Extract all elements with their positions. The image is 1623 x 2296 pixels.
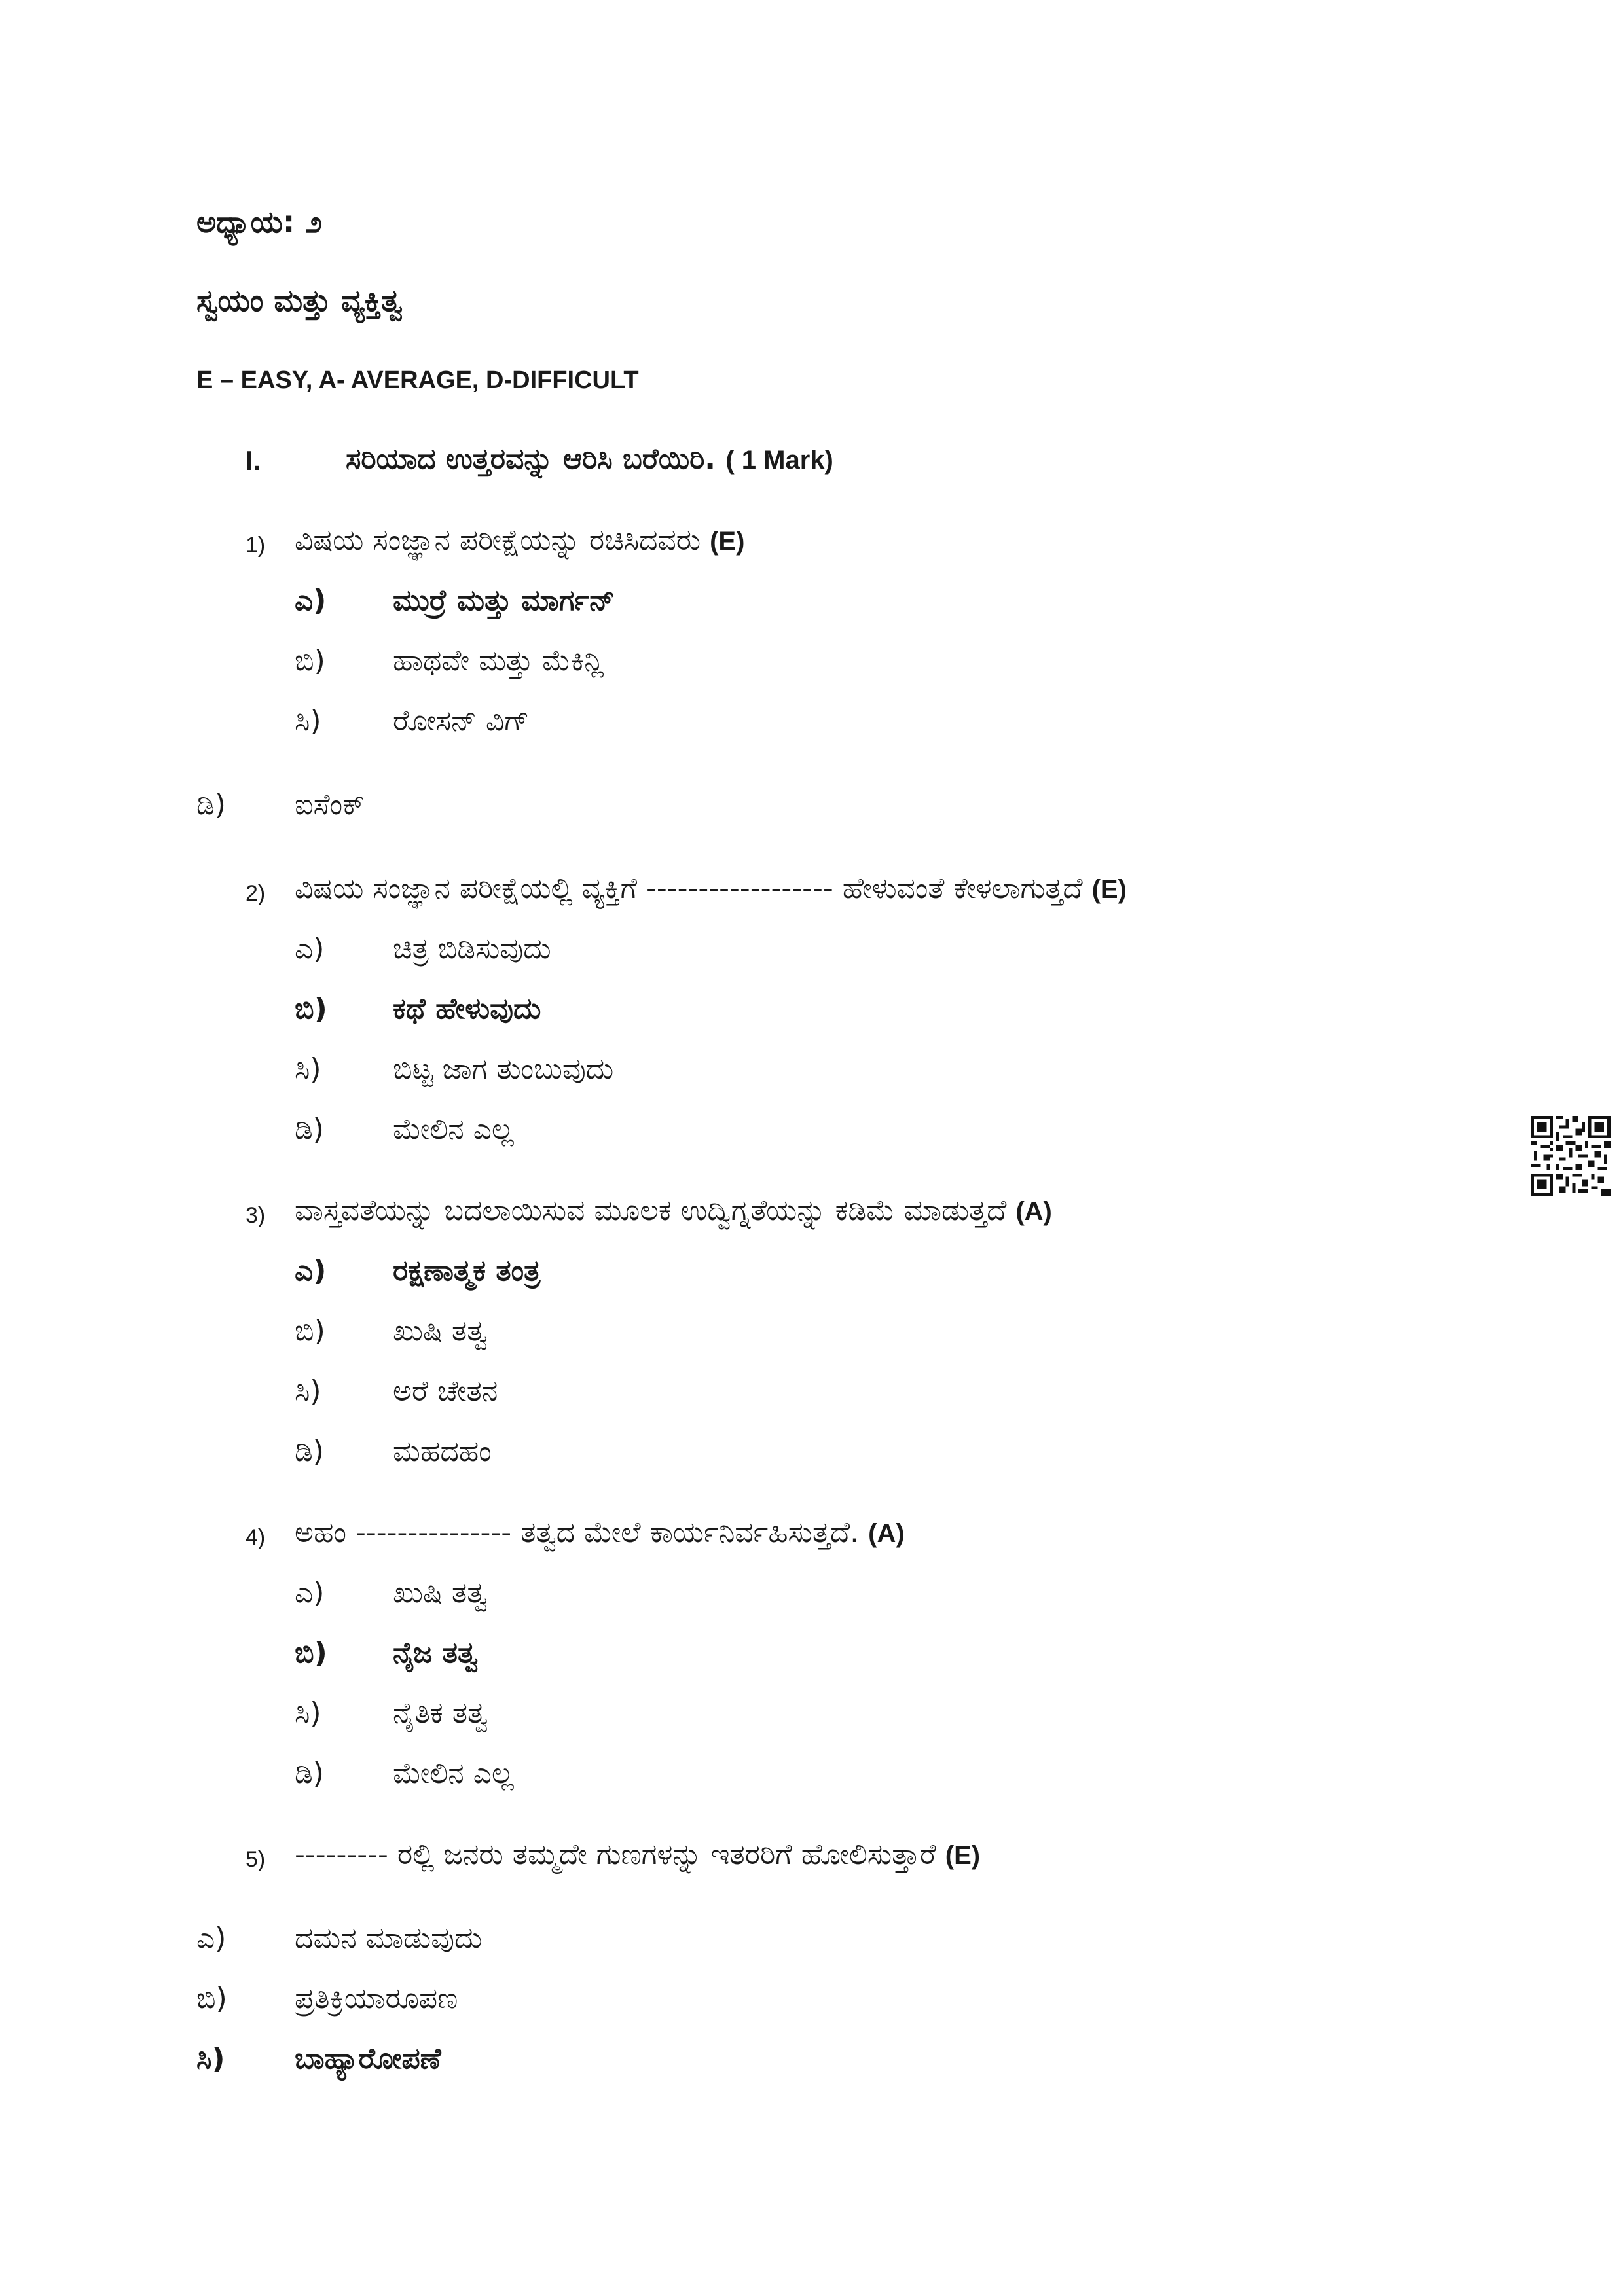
question-stem: ವಿಷಯ ಸಂಜ್ಞಾನ ಪರೀಕ್ಷೆಯಲ್ಲಿ ವ್ಯಕ್ತಿಗೆ ------------------ ಹೇಳುವಂತೆ ಕೇಳಲಾಗುತ್ತದೆ — [295, 872, 1083, 905]
question-text — [295, 524, 744, 557]
option-text-correct: ರಕ್ಷಣಾತ್ಮಕ ತಂತ್ರ — [393, 1254, 541, 1287]
question-number: 3) — [246, 1203, 266, 1228]
option-text: ಪ್ರತಿಕ್ರಿಯಾರೂಪಣ — [295, 1982, 458, 2015]
option-text-correct: ಬಾಹ್ಯಾರೋಪಣೆ — [295, 2042, 441, 2075]
question-number: 1) — [246, 533, 266, 558]
option-text: ಚಿತ್ರ ಬಿಡಿಸುವುದು — [393, 932, 551, 965]
section-number: I. — [246, 445, 261, 476]
option-text: ಹಾಥವೇ ಮತ್ತು ಮೆಕಿನ್ಲಿ — [393, 644, 604, 677]
difficulty-level: (E) — [1091, 875, 1127, 904]
option-label: ಸಿ) — [196, 2042, 225, 2075]
difficulty-level: (A) — [868, 1519, 905, 1548]
option-text: ನೈತಿಕ ತತ್ವ — [393, 1696, 488, 1730]
question-text — [295, 1838, 980, 1871]
section-instruction-text: ಸರಿಯಾದ ಉತ್ತರವನ್ನು ಆರಿಸಿ ಬರೆಯಿರಿ. — [346, 442, 716, 476]
option-text-correct: ಮುರ್ರೆ ಮತ್ತು ಮಾರ್ಗನ್ — [393, 584, 615, 617]
section-marks: ( 1 Mark) — [725, 446, 833, 475]
question-stem: --------- ರಲ್ಲಿ ಜನರು ತಮ್ಮದೇ ಗುಣಗಳನ್ನು ಇತರರಿಗೆ ಹೋಲಿಸುತ್ತಾರೆ — [295, 1838, 936, 1871]
qr-code-icon — [1531, 1116, 1611, 1196]
option-label: ಎ) — [196, 1922, 227, 1955]
option-label: ಸಿ) — [295, 1696, 321, 1730]
question-text — [295, 1516, 905, 1549]
difficulty-level: (E) — [710, 527, 745, 556]
option-label: ಸಿ) — [295, 1052, 321, 1086]
question-stem: ವಿಷಯ ಸಂಜ್ಞಾನ ಪರೀಕ್ಷೆಯನ್ನು ರಚಿಸಿದವರು — [295, 524, 701, 557]
question-number: 5) — [246, 1847, 266, 1872]
difficulty-key: E – EASY, A- AVERAGE, D-DIFFICULT — [196, 367, 639, 394]
option-text-correct: ಕಥೆ ಹೇಳುವುದು — [393, 992, 541, 1026]
difficulty-level: (A) — [1015, 1197, 1052, 1226]
question-text — [295, 872, 1127, 905]
option-label: ಬಿ) — [295, 992, 327, 1026]
option-label: ಎ) — [295, 584, 327, 617]
question-number: 2) — [246, 881, 266, 906]
option-text: ಮೇಲಿನ ಎಲ್ಲ — [393, 1113, 514, 1146]
option-label: ಎ) — [295, 1576, 325, 1609]
option-label: ಸಿ) — [295, 1374, 321, 1408]
question-number: 4) — [246, 1525, 266, 1550]
question-stem: ವಾಸ್ತವತೆಯನ್ನು ಬದಲಾಯಿಸುವ ಮೂಲಕ ಉದ್ವಿಗ್ನತೆಯನ್ನು ಕಡಿಮೆ ಮಾಡುತ್ತದೆ — [295, 1194, 1007, 1227]
option-label: ಎ) — [295, 932, 325, 965]
question-stem: ಅಹಂ --------------- ತತ್ವದ ಮೇಲೆ ಕಾರ್ಯನಿರ್ವಹಿಸುತ್ತದೆ. — [295, 1516, 860, 1549]
option-text-correct: ನೈಜ ತತ್ವ — [393, 1636, 479, 1670]
option-label: ಡಿ) — [196, 788, 226, 821]
page-title: ಸ್ವಯಂ ಮತ್ತು ವ್ಯಕ್ತಿತ್ವ — [196, 283, 403, 318]
option-label: ಸಿ) — [295, 704, 321, 738]
option-label: ಡಿ) — [295, 1435, 324, 1468]
option-text: ಬಿಟ್ಟ ಜಾಗ ತುಂಬುವುದು — [393, 1052, 614, 1086]
option-label: ಡಿ) — [295, 1757, 324, 1790]
option-text: ರೋಸನ್ ವಿಗ್ — [393, 704, 530, 738]
option-label: ಬಿ) — [295, 1314, 325, 1348]
option-label: ಬಿ) — [295, 644, 325, 677]
chapter-heading: ಅಧ್ಯಾಯ: ೨ — [196, 204, 323, 240]
option-text: ದಮನ ಮಾಡುವುದು — [295, 1922, 483, 1955]
option-label: ಬಿ) — [295, 1636, 327, 1670]
section-instruction — [346, 442, 833, 476]
difficulty-level: (E) — [945, 1841, 981, 1870]
option-text: ಮಹದಹಂ — [393, 1435, 492, 1468]
option-label: ಬಿ) — [196, 1982, 227, 2015]
option-text: ಐಸೆಂಕ್ — [295, 788, 365, 821]
option-label: ಎ) — [295, 1254, 327, 1287]
option-text: ಅರೆ ಚೇತನ — [393, 1374, 498, 1408]
option-text: ಮೇಲಿನ ಎಲ್ಲ — [393, 1757, 514, 1790]
option-text: ಖುಷಿ ತತ್ವ — [393, 1576, 488, 1609]
option-label: ಡಿ) — [295, 1113, 324, 1146]
option-text: ಖುಷಿ ತತ್ವ — [393, 1314, 488, 1348]
question-text — [295, 1194, 1052, 1227]
